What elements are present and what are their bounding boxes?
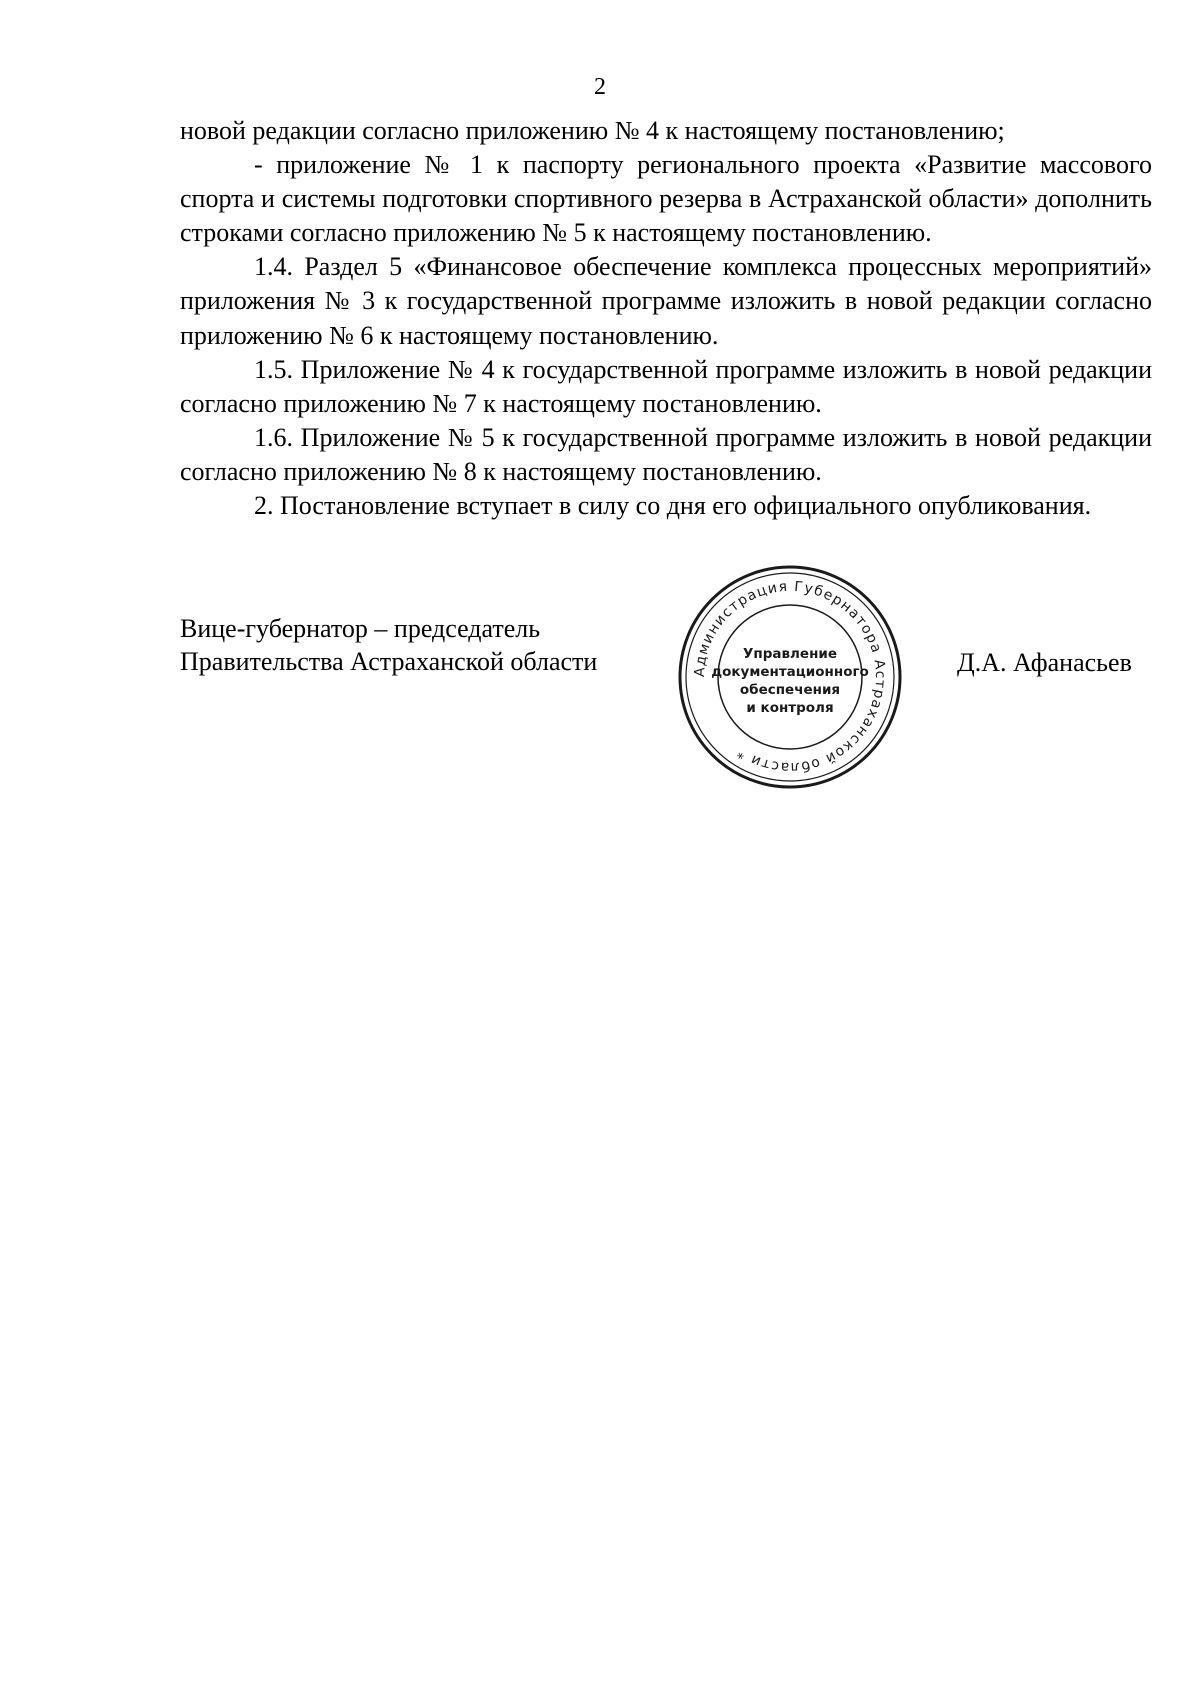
- paragraph-continuation: новой редакции согласно приложению № 4 к настоящему постановлению;: [180, 116, 1005, 145]
- seal-inner-line-3: обеспечения: [739, 682, 841, 698]
- signer-position-line-2: Правительства Астраханской области: [180, 647, 598, 676]
- signer-position-line-1: Вице-губернатор – председатель: [180, 614, 541, 643]
- seal-inner-line-2: документационного: [711, 664, 869, 680]
- paragraph-1-4: 1.4. Раздел 5 «Финансовое обеспечение комплекса процессных мероприятий» приложения № 3 к государственной программе изложить в новой редакции согласно приложению № 6 к настоящему постановлению.: [180, 252, 1152, 350]
- document-body: [180, 114, 1152, 523]
- paragraph-1-6: 1.6. Приложение № 5 к государственной программе изложить в новой редакции согласно приложению № 8 к настоящему постановлению.: [180, 422, 1152, 486]
- paragraph-1-5: 1.5. Приложение № 4 к государственной программе изложить в новой редакции согласно приложению № 7 к настоящему постановлению.: [180, 354, 1152, 418]
- seal-graphic: [675, 562, 905, 792]
- seal-outer-text: Администрация Губернатора Астраханской области *: [691, 578, 889, 776]
- seal-inner-line-1: Управление: [742, 646, 838, 662]
- paragraph-appendix-1: - приложение № 1 к паспорту регионального проекта «Развитие массового спорта и системы подготовки спортивного резерва в Астраханской области» дополнить строками согласно приложению № 5 к настоящему постановлению.: [180, 150, 1152, 248]
- signer-position: [180, 612, 597, 678]
- signer-name: Д.А. Афанасьев: [957, 648, 1132, 677]
- page-number: 2: [594, 74, 606, 100]
- official-seal: [675, 562, 905, 792]
- seal-inner-line-4: и контроля: [746, 700, 834, 716]
- paragraph-2: 2. Постановление вступает в силу со дня его официального опубликования.: [254, 491, 1092, 521]
